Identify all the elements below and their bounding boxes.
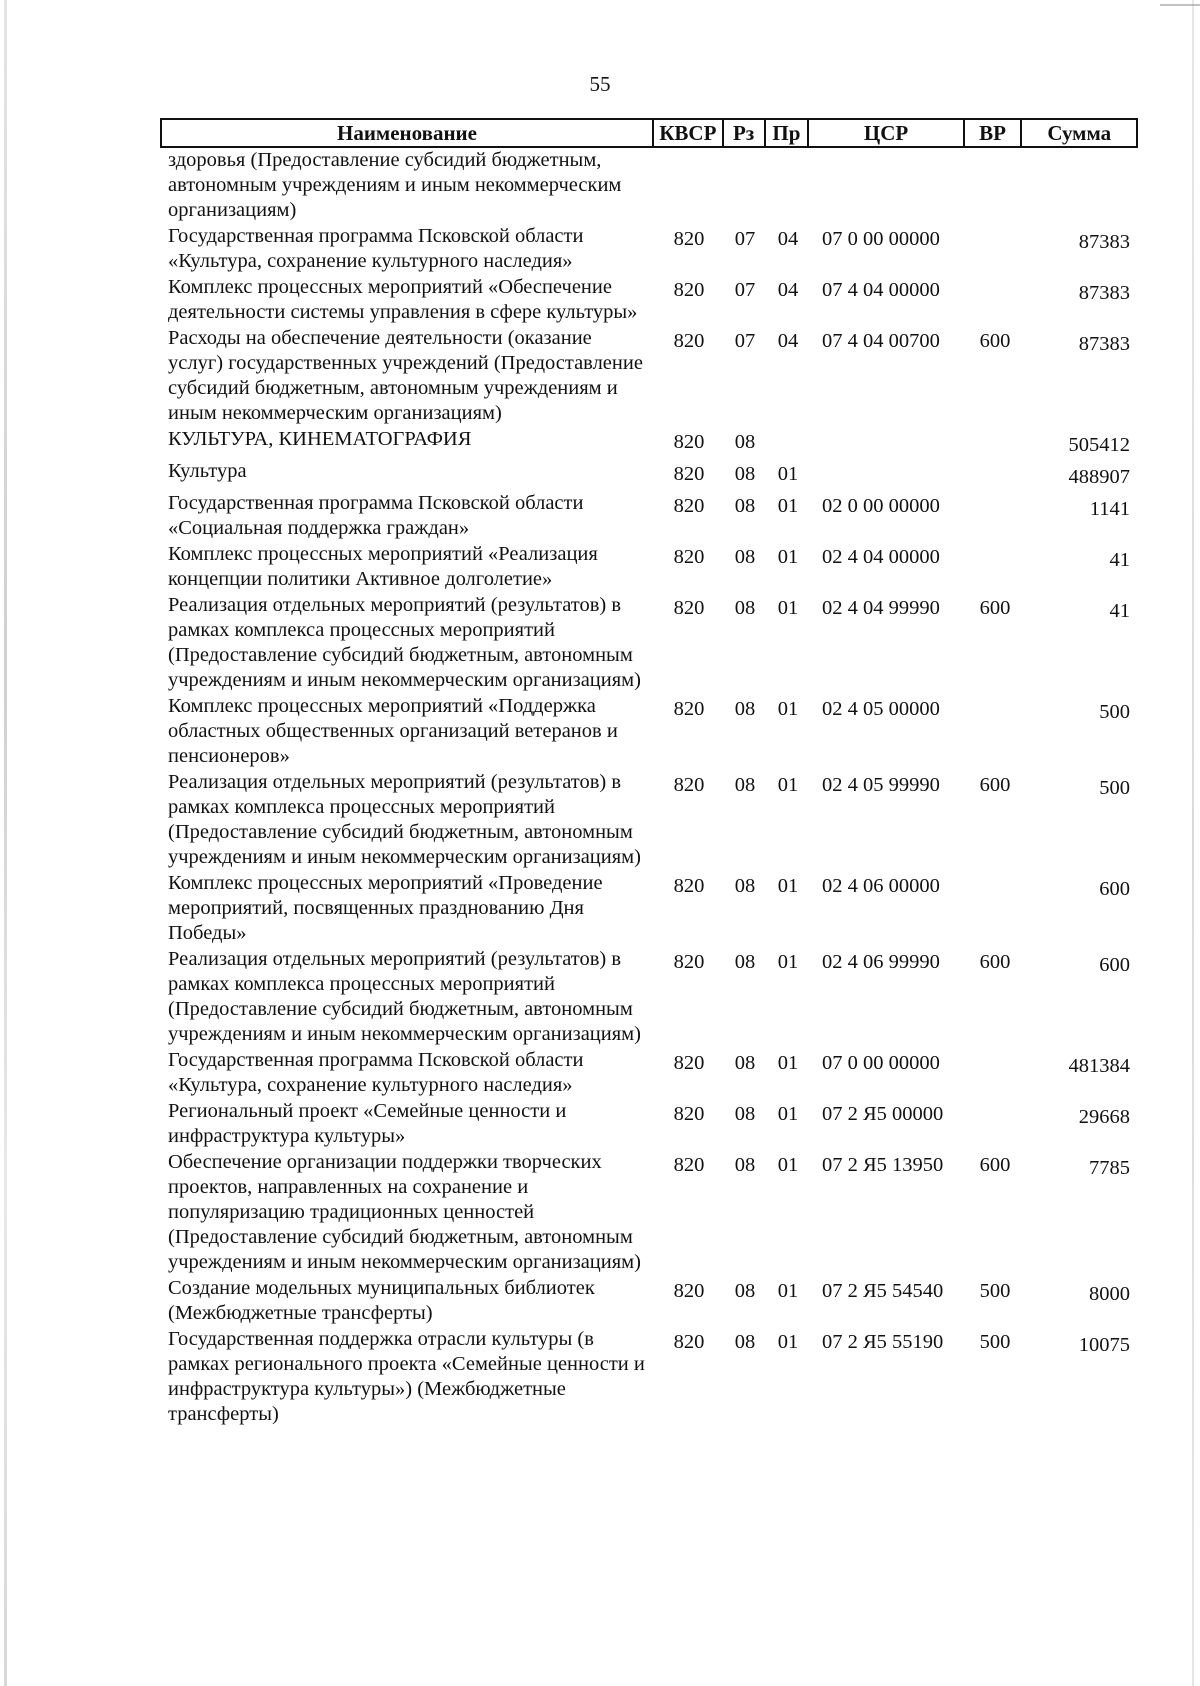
table-row: [160, 1099, 1138, 1149]
table-row: [160, 427, 1138, 458]
table-row: [160, 491, 1138, 541]
cell-csr: [810, 148, 966, 223]
cell-kvsr: 820: [673, 495, 705, 517]
cell-name: Культура: [168, 460, 247, 482]
cell-rz: 07: [734, 228, 756, 250]
cell-rz: 08: [734, 774, 756, 796]
cell-csr: 02 4 05 00000: [822, 698, 940, 720]
cell-pr: 01: [777, 1331, 799, 1353]
cell-pr: 01: [777, 951, 799, 973]
cell-csr: 07 2 Я5 54540: [822, 1280, 944, 1302]
table-row: [160, 871, 1138, 946]
cell-rz: 08: [734, 1331, 756, 1353]
cell-name: Государственная поддержка отрасли культуры (в рамках регионального проекта «Семейные ценности и инфраструктура культуры») (Межбюджетные трансферты): [168, 1328, 645, 1425]
header-name: Наименование: [162, 120, 654, 146]
cell-csr: [810, 427, 966, 458]
cell-sum: 87383: [1078, 231, 1130, 253]
cell-sum: 488907: [1068, 466, 1130, 488]
cell-pr: 04: [777, 279, 799, 301]
cell-kvsr: 820: [673, 546, 705, 568]
cell-pr: 01: [777, 495, 799, 517]
cell-csr: 07 2 Я5 13950: [822, 1154, 944, 1176]
cell-sum: 41: [1109, 549, 1130, 571]
cell-csr: 02 4 06 99990: [822, 951, 940, 973]
cell-rz: 08: [734, 875, 756, 897]
cell-name: Реализация отдельных мероприятий (результатов) в рамках комплекса процессных мероприятий (Предоставление субсидий бюджетным, автономным учреждениям и иным некоммерческим организациям): [168, 594, 641, 691]
cell-vr: [966, 871, 1024, 946]
cell-kvsr: 820: [673, 875, 705, 897]
cell-sum: 505412: [1068, 434, 1130, 456]
cell-rz: 08: [734, 951, 756, 973]
cell-name: КУЛЬТУРА, КИНЕМАТОГРАФИЯ: [168, 428, 472, 450]
cell-pr: 01: [777, 1052, 799, 1074]
table-row: [160, 593, 1138, 693]
cell-pr: [766, 148, 810, 223]
cell-pr: 01: [777, 1154, 799, 1176]
cell-kvsr: 820: [673, 1154, 705, 1176]
cell-name: Обеспечение организации поддержки творческих проектов, направленных на сохранение и популяризацию традиционных ценностей (Предоставление субсидий бюджетным, автономным учреждениям и иным некоммерческим организациям): [168, 1151, 641, 1273]
cell-name: Комплекс процессных мероприятий «Обеспечение деятельности системы управления в сфере культуры»: [168, 276, 638, 323]
cell-name: Государственная программа Псковской области «Культура, сохранение культурного наследия»: [168, 1049, 584, 1096]
cell-vr: [966, 459, 1024, 490]
table-row: [160, 326, 1138, 426]
cell-vr: [966, 694, 1024, 769]
cell-kvsr: 820: [673, 1280, 705, 1302]
cell-name: Реализация отдельных мероприятий (результатов) в рамках комплекса процессных мероприятий (Предоставление субсидий бюджетным, автономным учреждениям и иным некоммерческим организациям): [168, 771, 641, 868]
cell-kvsr: 820: [673, 597, 705, 619]
cell-name: Реализация отдельных мероприятий (результатов) в рамках комплекса процессных мероприятий (Предоставление субсидий бюджетным, автономным учреждениям и иным некоммерческим организациям): [168, 948, 641, 1045]
cell-sum: 87383: [1078, 282, 1130, 304]
cell-name: Государственная программа Псковской области «Культура, сохранение культурного наследия»: [168, 225, 584, 272]
cell-rz: 08: [734, 546, 756, 568]
cell-pr: 01: [777, 463, 799, 485]
cell-vr: 600: [979, 597, 1011, 619]
cell-pr: 01: [777, 774, 799, 796]
cell-rz: 08: [734, 698, 756, 720]
cell-rz: 08: [734, 431, 756, 453]
cell-sum: 500: [1099, 777, 1130, 799]
cell-sum: 87383: [1078, 333, 1130, 355]
cell-vr: [966, 1099, 1024, 1149]
cell-vr: 500: [979, 1331, 1011, 1353]
cell-kvsr: 820: [673, 1052, 705, 1074]
cell-kvsr: 820: [673, 951, 705, 973]
table-row: [160, 542, 1138, 592]
cell-pr: 01: [777, 546, 799, 568]
cell-rz: 07: [734, 330, 756, 352]
scan-edge-left: [4, 0, 7, 1686]
table-row: [160, 947, 1138, 1047]
cell-kvsr: 820: [673, 330, 705, 352]
cell-csr: 07 0 00 00000: [822, 228, 940, 250]
cell-name: Комплекс процессных мероприятий «Реализация концепции политики Активное долголетие»: [168, 543, 598, 590]
cell-csr: 07 2 Я5 00000: [822, 1103, 944, 1125]
cell-name: здоровья (Предоставление субсидий бюджетным, автономным учреждениям и иным некоммерческим организациям): [168, 149, 622, 221]
cell-vr: [966, 148, 1024, 223]
table-row: [160, 1276, 1138, 1326]
cell-rz: 08: [734, 1154, 756, 1176]
cell-rz: 08: [734, 1052, 756, 1074]
header-rz: Рз: [724, 120, 766, 146]
header-kvsr: КВСР: [654, 120, 724, 146]
cell-name: Региональный проект «Семейные ценности и инфраструктура культуры»: [168, 1100, 567, 1147]
cell-kvsr: 820: [673, 279, 705, 301]
cell-sum: 600: [1099, 954, 1130, 976]
table-row: [160, 224, 1138, 274]
cell-vr: [966, 491, 1024, 541]
cell-sum: 29668: [1078, 1106, 1130, 1128]
table-row: [160, 1048, 1138, 1098]
cell-kvsr: 820: [673, 1103, 705, 1125]
header-csr: ЦСР: [809, 120, 964, 146]
cell-rz: 07: [734, 279, 756, 301]
cell-sum: 500: [1099, 701, 1130, 723]
cell-sum: 481384: [1068, 1055, 1130, 1077]
cell-kvsr: 820: [673, 698, 705, 720]
table-row: [160, 275, 1138, 325]
cell-csr: 02 4 04 99990: [822, 597, 940, 619]
cell-kvsr: 820: [673, 463, 705, 485]
budget-table: [160, 118, 1138, 1428]
cell-vr: 600: [979, 330, 1011, 352]
cell-vr: [966, 224, 1024, 274]
cell-vr: 500: [979, 1280, 1011, 1302]
header-sum: Сумма: [1047, 120, 1112, 145]
scan-artifact-top-right: [1160, 4, 1200, 6]
cell-vr: [966, 1048, 1024, 1098]
table-body: [160, 148, 1138, 1427]
table-row: [160, 1150, 1138, 1275]
cell-name: Комплекс процессных мероприятий «Проведение мероприятий, посвященных празднованию Дня Победы»: [168, 872, 603, 944]
page-number: 55: [589, 72, 611, 96]
cell-pr: [766, 427, 810, 458]
cell-sum: 1141: [1089, 498, 1130, 520]
cell-sum: 7785: [1089, 1157, 1130, 1179]
cell-vr: 600: [979, 951, 1011, 973]
table-row: [160, 694, 1138, 769]
cell-name: Создание модельных муниципальных библиотек (Межбюджетные трансферты): [168, 1277, 595, 1324]
cell-rz: 08: [734, 495, 756, 517]
cell-name: Расходы на обеспечение деятельности (оказание услуг) государственных учреждений (Предоставление субсидий бюджетным, автономным учреждениям и иным некоммерческим организациям): [168, 327, 643, 424]
cell-rz: 08: [734, 463, 756, 485]
cell-sum: [1024, 148, 1138, 223]
cell-csr: 02 0 00 00000: [822, 495, 940, 517]
cell-sum: 10075: [1078, 1334, 1130, 1356]
cell-sum: 600: [1099, 878, 1130, 900]
cell-csr: 07 2 Я5 55190: [822, 1331, 944, 1353]
cell-csr: 02 4 06 00000: [822, 875, 940, 897]
cell-vr: 600: [979, 1154, 1011, 1176]
cell-kvsr: 820: [673, 774, 705, 796]
cell-pr: 01: [777, 1103, 799, 1125]
table-header: [160, 118, 1138, 148]
cell-pr: 04: [777, 330, 799, 352]
table-row: [160, 770, 1138, 870]
cell-pr: 01: [777, 698, 799, 720]
cell-rz: 08: [734, 597, 756, 619]
cell-rz: [724, 148, 766, 223]
cell-csr: 07 4 04 00700: [822, 330, 940, 352]
table-row: [160, 1327, 1138, 1427]
header-vr: ВР: [965, 120, 1023, 146]
cell-sum: 41: [1109, 600, 1130, 622]
cell-vr: [966, 542, 1024, 592]
scan-edge-right: [1192, 0, 1194, 1686]
cell-vr: [966, 275, 1024, 325]
cell-name: Государственная программа Псковской области «Социальная поддержка граждан»: [168, 492, 584, 539]
cell-csr: 07 4 04 00000: [822, 279, 940, 301]
cell-csr: 02 4 05 99990: [822, 774, 940, 796]
cell-rz: 08: [734, 1103, 756, 1125]
cell-vr: 600: [979, 774, 1011, 796]
cell-name: Комплекс процессных мероприятий «Поддержка областных общественных организаций ветеранов и пенсионеров»: [168, 695, 618, 767]
cell-vr: [966, 427, 1024, 458]
cell-pr: 01: [777, 1280, 799, 1302]
cell-csr: 07 0 00 00000: [822, 1052, 940, 1074]
cell-pr: 01: [777, 875, 799, 897]
cell-kvsr: 820: [673, 1331, 705, 1353]
cell-rz: 08: [734, 1280, 756, 1302]
cell-pr: 04: [777, 228, 799, 250]
cell-kvsr: 820: [673, 228, 705, 250]
header-pr: Пр: [766, 120, 810, 146]
cell-csr: [810, 459, 966, 490]
cell-kvsr: [654, 148, 724, 223]
cell-sum: 8000: [1089, 1283, 1130, 1305]
cell-pr: 01: [777, 597, 799, 619]
cell-kvsr: 820: [673, 431, 705, 453]
table-row: [160, 148, 1138, 223]
table-row: [160, 459, 1138, 490]
cell-csr: 02 4 04 00000: [822, 546, 940, 568]
